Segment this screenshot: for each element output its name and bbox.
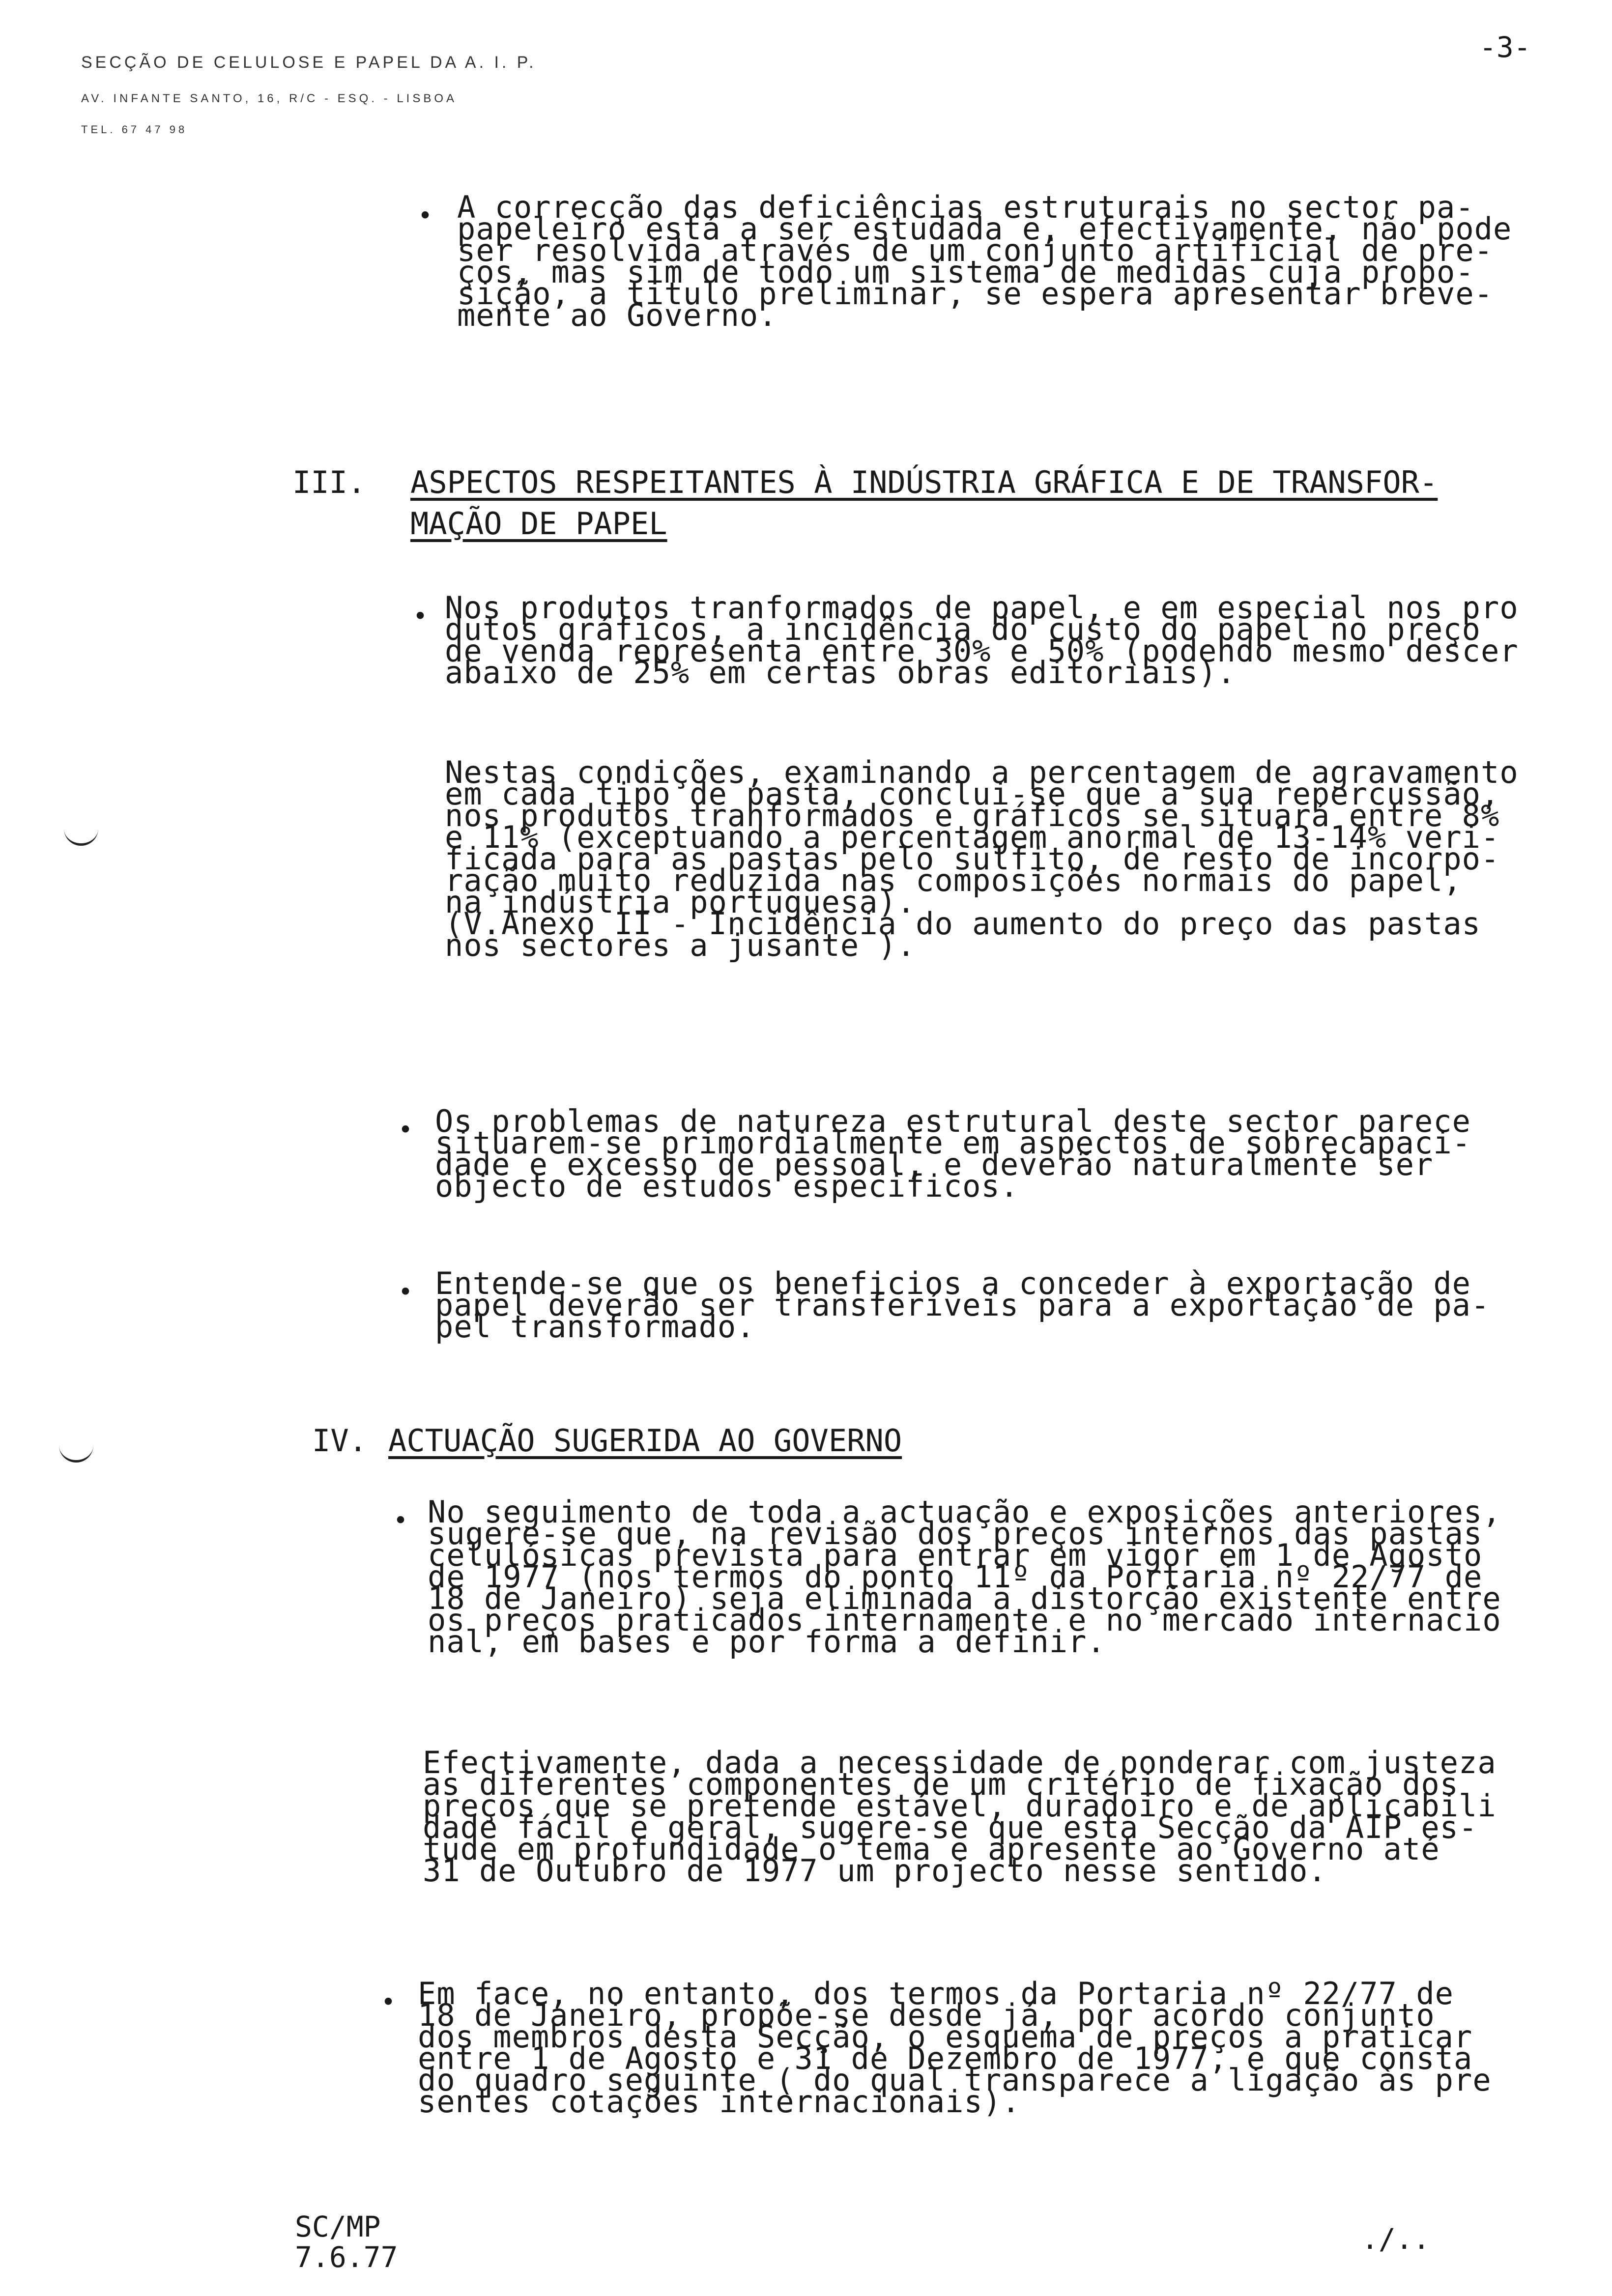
letterhead <box>81 53 537 136</box>
letterhead-org: SECÇÃO DE CELULOSE E PAPEL DA A. I. P. <box>81 53 537 72</box>
section-iii-heading-line2: MAÇÃO DE PAPEL <box>410 506 667 542</box>
paragraph-structural-problems: Os problemas de natureza estrutural deste sector parece situarem-se primordialmente em aspectos de sobrecapaci- dade e excesso de pessoal, e deverão naturalmente ser objecto de estudos especificos. <box>435 1103 1471 1204</box>
margin-tick-mark <box>64 826 98 846</box>
letterhead-phone: TEL. 67 47 98 <box>81 123 188 136</box>
paragraph-structural-deficiencies: A correcção das deficiências estruturais no sector pa- papeleiro está a ser estudada e, efectivamente, não pode ser resolvida através de um conjunto artificial de pre- ços, mas sim de todo um sistema de medidas cuja propo- sição, a titulo preliminar, se espera apresentar breve- mente ao Governo. <box>457 189 1512 333</box>
page-number: -3- <box>1479 30 1531 64</box>
paragraph-aip-study-proposal: Efectivamente, dada a necessidade de ponderar com justeza as diferentes componentes de um critério de fixação dos preços que se pretende estável, duradoiro e de aplicabili dade fácil e geral, sugere-se que esta Secção da AIP es- tude em profundidade o tema e apresente ao Governo até 31 de Outubro de 1977 um projecto nesse sentido. <box>423 1745 1497 1889</box>
bullet-4: • <box>398 1278 413 1306</box>
section-iv-number: IV. <box>312 1423 367 1459</box>
bullet-6: • <box>381 1988 396 2016</box>
section-iii-number: III. <box>292 464 366 500</box>
bullet-2: • <box>413 602 428 631</box>
paragraph-export-benefits: Entende-se que os beneficios a conceder à exportação de papel deverão ser transferíveis para a exportação de pa- pel transformado. <box>435 1265 1490 1345</box>
margin-tick-mark <box>59 1442 93 1463</box>
letterhead-address: AV. INFANTE SANTO, 16, R/C - ESQ. - LISBOA <box>81 92 458 105</box>
bullet-3: • <box>398 1116 413 1144</box>
section-iii-heading <box>410 462 1438 545</box>
section-iv-heading <box>388 1420 902 1462</box>
paragraph-pulp-price-repercussion: Nestas condições, examinando a percentagem de agravamento em cada tipo de pasta, conclui-se que a sua repercussão, nos produtos tranformados e gráficos se situará entre 8% e 11% (exceptuando a percentagem anormal de 13-14% veri- ficada para as pastas pelo sulfito, de resto de incorpo- ração muito reduzida nas composições normais do papel, na indústria portuguesa). (V.Anexo II - Incidência do aumento do preço das pastas nos sectores a jusante ). <box>445 754 1519 963</box>
paragraph-price-revision-proposal: No seguimento de toda a actuação e exposições anteriores, sugere-se que, na revisão dos preços internos das pastas celulósicas prevista para entrar em vigor em 1 de Agosto de 1977 (nos termos do ponto 11º da Portaria nº 22/77 de 18 de Janeiro) seja eliminada a distorção existente entre os preços praticados internamente e no mercado internacio nal, em bases e por forma a definir. <box>428 1494 1501 1660</box>
paragraph-price-scheme: Em face, no entanto, dos termos da Portaria nº 22/77 de 18 de Janeiro, propõe-se desde já, por acordo conjunto dos membros desta Secção, o esquema de preços a praticar entre 1 de Agosto e 31 de Dezembro de 1977, e que consta do quadro seguinte ( do qual transparece a ligação às pre sentes cotações internacionais). <box>418 1976 1492 2120</box>
section-iv-heading-text: ACTUAÇÃO SUGERIDA AO GOVERNO <box>388 1423 902 1459</box>
paragraph-paper-cost-incidence: Nos produtos tranformados de papel, e em especial nos pro dutos gráficos, a incidência do custo do papel no preço de venda representa entre 30% e 50% (podendo mesmo descer abaixo de 25% em certas obras editoriais). <box>445 590 1519 690</box>
continuation-mark: ./.. <box>1361 2222 1430 2256</box>
footer-reference: SC/MP 7.6.77 <box>295 2210 398 2274</box>
bullet-5: • <box>393 1506 408 1535</box>
bullet-1: • <box>418 201 433 230</box>
section-iii-heading-line1: ASPECTOS RESPEITANTES À INDÚSTRIA GRÁFICA E DE TRANSFOR- <box>410 464 1438 500</box>
